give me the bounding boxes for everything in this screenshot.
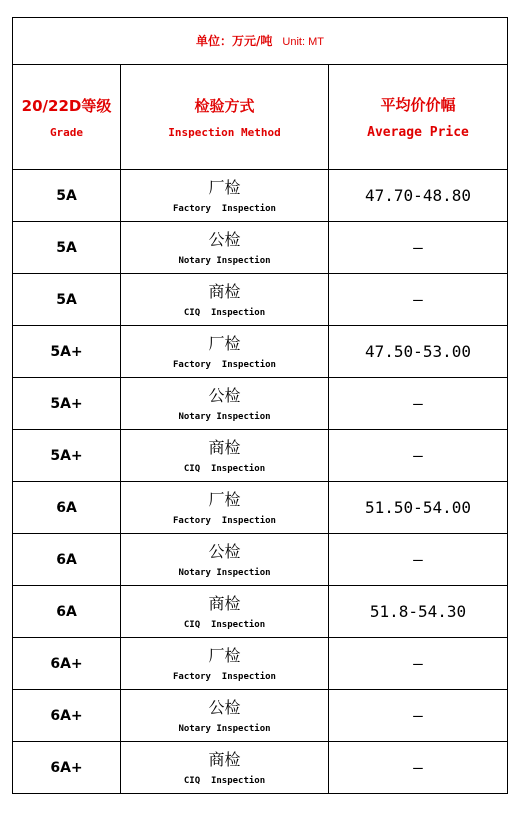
price-table [12,17,508,794]
unit-cell [13,18,508,65]
grade-cell [13,326,121,378]
price-cell [329,170,508,222]
method-en: Factory Inspection [173,359,276,370]
price-cell [329,742,508,794]
price-value: – [413,705,423,725]
table-row [13,482,508,534]
price-cell [329,274,508,326]
method-cn: 厂检 [208,333,241,353]
table-row [13,274,508,326]
method-en: Notary Inspection [178,255,271,266]
grade-value: 6A+ [50,655,83,672]
price-value: – [413,757,423,777]
method-en: Notary Inspection [178,567,271,578]
price-value: – [413,237,423,257]
unit-row [13,18,508,65]
grade-header-cn: 20/22D等级 [21,96,112,115]
grade-value: 5A+ [50,447,83,464]
table-row [13,430,508,482]
method-cn: 公检 [208,229,241,249]
grade-value: 5A+ [50,343,83,360]
method-cn: 商检 [208,437,241,457]
method-cell [121,586,329,638]
table-row [13,378,508,430]
grade-header-en: Grade [49,125,84,139]
method-header-cn: 检验方式 [194,96,255,115]
price-cell [329,638,508,690]
price-value: – [413,445,423,465]
price-cell [329,222,508,274]
grade-cell [13,690,121,742]
grade-cell [13,222,121,274]
table-body [13,170,508,794]
method-cn: 厂检 [208,177,241,197]
method-cell [121,638,329,690]
grade-cell [13,170,121,222]
price-cell [329,482,508,534]
price-value: – [413,393,423,413]
table-row [13,638,508,690]
price-cell [329,534,508,586]
grade-value: 5A+ [50,395,83,412]
table-row [13,690,508,742]
grade-cell [13,482,121,534]
grade-value: 5A [56,291,77,308]
grade-cell [13,430,121,482]
method-en: Notary Inspection [178,411,271,422]
method-en: Factory Inspection [173,203,276,214]
method-cell [121,690,329,742]
method-header [121,65,329,170]
method-cn: 公检 [208,697,241,717]
grade-value: 5A [56,239,77,256]
method-cn: 商检 [208,281,241,301]
price-value: – [413,289,423,309]
grade-header [13,65,121,170]
price-value: 47.50-53.00 [365,341,471,361]
method-cell [121,742,329,794]
method-cell [121,430,329,482]
price-header-en: Average Price [367,124,469,140]
price-cell [329,326,508,378]
grade-cell [13,638,121,690]
method-header-en: Inspection Method [168,125,281,139]
price-value: 51.50-54.00 [365,497,471,517]
price-value: 47.70-48.80 [365,185,471,205]
method-cn: 商检 [208,749,241,769]
method-en: Factory Inspection [173,671,276,682]
method-cn: 厂检 [208,645,241,665]
table-row [13,170,508,222]
price-cell [329,378,508,430]
method-cell [121,378,329,430]
price-cell [329,430,508,482]
grade-cell [13,274,121,326]
method-en: CIQ Inspection [183,775,266,786]
method-cn: 公检 [208,541,241,561]
grade-value: 6A+ [50,707,83,724]
method-en: CIQ Inspection [183,463,266,474]
grade-value: 6A [56,551,77,568]
method-en: Notary Inspection [178,723,271,734]
unit-label-en: Unit: MT [282,36,324,48]
method-cell [121,326,329,378]
method-en: Factory Inspection [173,515,276,526]
method-cell [121,170,329,222]
price-header-cn: 平均价价幅 [380,95,456,114]
grade-value: 6A [56,603,77,620]
method-cell [121,222,329,274]
price-value: – [413,549,423,569]
method-cn: 公检 [208,385,241,405]
price-cell [329,690,508,742]
method-cell [121,274,329,326]
method-cell [121,534,329,586]
method-cell [121,482,329,534]
grade-cell [13,378,121,430]
grade-cell [13,534,121,586]
method-cn: 厂检 [208,489,241,509]
price-header [329,65,508,170]
price-value: – [413,653,423,673]
grade-value: 6A [56,499,77,516]
grade-cell [13,742,121,794]
unit-label-cn: 单位：万元/吨 [196,34,273,48]
header-row [13,65,508,170]
grade-value: 5A [56,187,77,204]
table-row [13,534,508,586]
price-value: 51.8-54.30 [369,601,467,621]
price-cell [329,586,508,638]
method-en: CIQ Inspection [183,307,266,318]
method-cn: 商检 [208,593,241,613]
table-row [13,326,508,378]
grade-value: 6A+ [50,759,83,776]
table-row [13,222,508,274]
grade-cell [13,586,121,638]
table-row [13,742,508,794]
table-row [13,586,508,638]
method-en: CIQ Inspection [183,619,266,630]
